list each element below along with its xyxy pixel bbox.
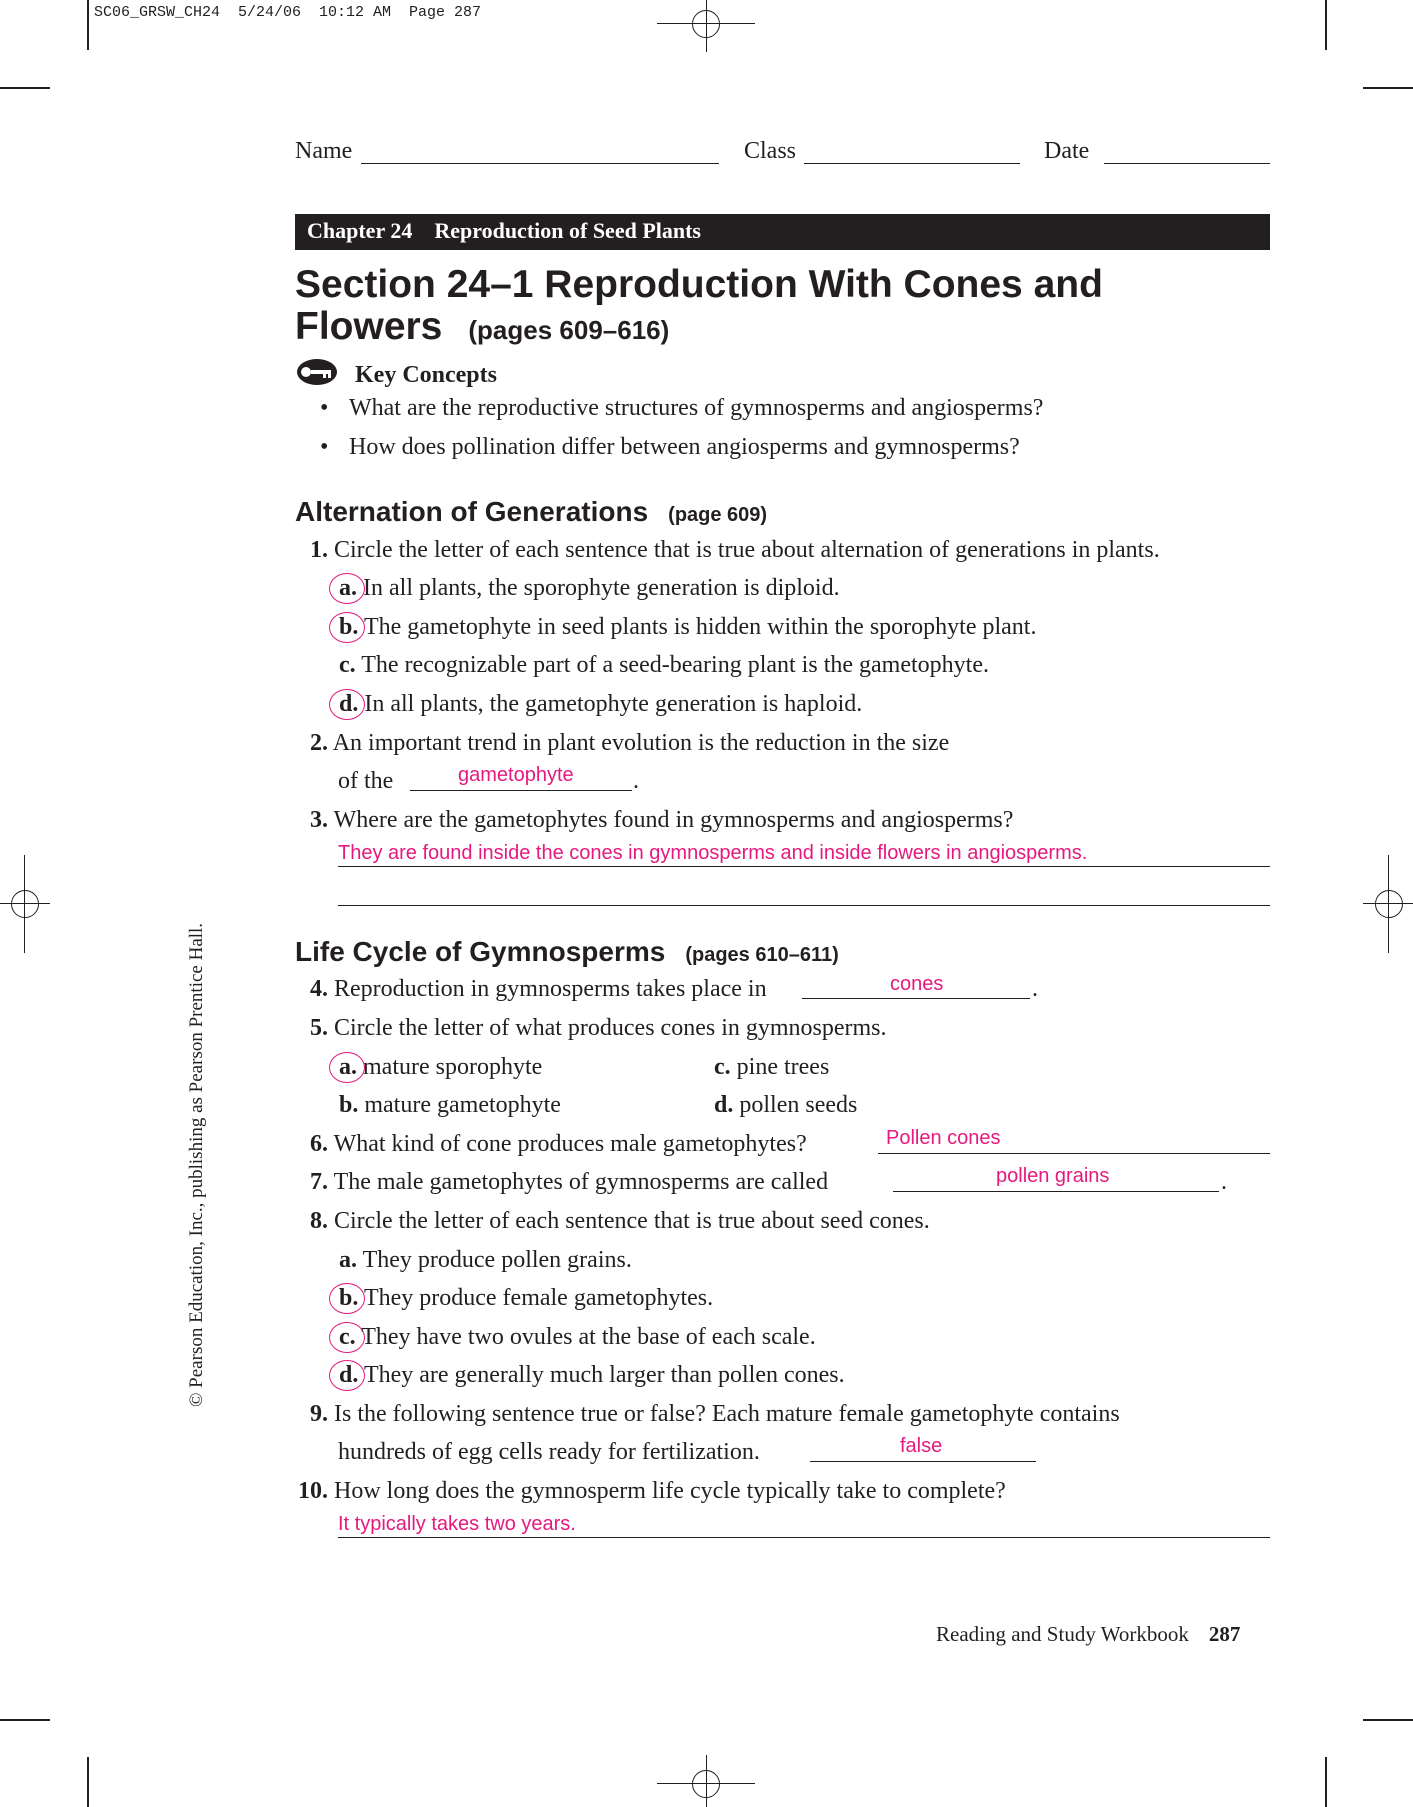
answer-line-2[interactable]	[410, 790, 632, 791]
key-concept-item: •	[320, 434, 329, 460]
option-1b: b. The gametophyte in seed plants is hidden within the sporophyte plant.	[339, 614, 1037, 640]
question-2-line2: of the	[338, 768, 394, 794]
question-9-line2: hundreds of egg cells ready for fertilization.	[338, 1439, 760, 1465]
answer-9: false	[900, 1435, 943, 1457]
option-5c: c. pine trees	[714, 1054, 830, 1080]
workbook-title: Reading and Study Workbook	[936, 1622, 1189, 1646]
life-cycle-heading-text: Life Cycle of Gymnosperms	[295, 936, 666, 967]
answer-line-4[interactable]	[802, 998, 1030, 999]
question-9: 9. Is the following sentence true or false? Each mature female gametophyte contains	[310, 1401, 1120, 1427]
copyright: © Pearson Education, Inc., publishing as Pearson Prentice Hall.	[186, 922, 207, 1407]
option-5a: a. mature sporophyte	[339, 1054, 543, 1080]
date-label: Date	[1044, 138, 1090, 164]
answer-line-7[interactable]	[893, 1191, 1219, 1192]
key-concept-item: •	[320, 395, 329, 421]
key-concept-item-2: How does pollination differ between angiosperms and gymnosperms?	[349, 434, 1020, 460]
answer-line-6[interactable]	[878, 1153, 1270, 1154]
answer-7: pollen grains	[996, 1165, 1110, 1187]
alternation-heading	[295, 496, 767, 528]
section-title-line1: Section 24–1 Reproduction With Cones and	[295, 263, 1103, 306]
name-label: Name	[295, 138, 353, 164]
option-5d: d. pollen seeds	[714, 1092, 858, 1118]
question-8: 8. Circle the letter of each sentence that is true about seed cones.	[310, 1208, 930, 1234]
question-5: 5. Circle the letter of what produces cones in gymnosperms.	[310, 1015, 887, 1041]
option-8c: c. They have two ovules at the base of each scale.	[339, 1324, 816, 1350]
answer-line-3a[interactable]	[338, 866, 1270, 867]
section-title	[295, 264, 1103, 351]
question-1: 1. Circle the letter of each sentence that is true about alternation of generations in plants.	[310, 537, 1160, 563]
class-field[interactable]	[804, 163, 1020, 164]
chapter-title: Reproduction of Seed Plants	[434, 218, 701, 243]
page-number: 287	[1208, 1622, 1241, 1646]
printer-slug: SC06_GRSW_CH24 5/24/06 10:12 AM Page 287	[94, 4, 482, 21]
answer-10: It typically takes two years.	[338, 1513, 576, 1535]
question-10: 10. How long does the gymnosperm life cycle typically take to complete?	[298, 1478, 1006, 1504]
question-4: 4. Reproduction in gymnosperms takes place in	[310, 976, 767, 1002]
chapter-bar	[295, 214, 1270, 250]
key-concepts-heading: Key Concepts	[355, 362, 497, 388]
life-cycle-pages: (pages 610–611)	[685, 944, 839, 966]
option-8d: d. They are generally much larger than pollen cones.	[339, 1362, 845, 1388]
key-icon	[295, 357, 339, 387]
option-1d: d. In all plants, the gametophyte generation is haploid.	[339, 691, 863, 717]
life-cycle-heading	[295, 936, 839, 968]
answer-4: cones	[890, 973, 944, 995]
question-7: 7. The male gametophytes of gymnosperms are called	[310, 1169, 829, 1195]
question-2: 2. An important trend in plant evolution is the reduction in the size	[310, 730, 950, 756]
class-label: Class	[744, 138, 797, 164]
option-1a: a. In all plants, the sporophyte generation is diploid.	[339, 575, 840, 601]
footer	[936, 1622, 1240, 1647]
question-2-end: .	[633, 768, 639, 794]
question-3: 3. Where are the gametophytes found in gymnosperms and angiosperms?	[310, 807, 1014, 833]
answer-2: gametophyte	[458, 764, 574, 786]
chapter-number: Chapter 24	[307, 218, 413, 243]
question-4-end: .	[1032, 976, 1038, 1002]
answer-3: They are found inside the cones in gymnosperms and inside flowers in angiosperms.	[338, 842, 1088, 864]
alternation-pages: (page 609)	[668, 504, 768, 526]
key-concept-item-1: What are the reproductive structures of gymnosperms and angiosperms?	[349, 395, 1044, 421]
option-8b: b. They produce female gametophytes.	[339, 1285, 714, 1311]
option-8a: a. They produce pollen grains.	[339, 1247, 632, 1273]
alternation-heading-text: Alternation of Generations	[295, 496, 649, 527]
answer-line-10[interactable]	[338, 1537, 1270, 1538]
question-6: 6. What kind of cone produces male gametophytes?	[310, 1131, 807, 1157]
section-title-line2: Flowers	[295, 305, 443, 348]
date-field[interactable]	[1104, 163, 1270, 164]
section-pages: (pages 609–616)	[468, 315, 670, 345]
option-1c: c. The recognizable part of a seed-bearing plant is the gametophyte.	[339, 652, 989, 678]
option-5b: b. mature gametophyte	[339, 1092, 561, 1118]
answer-6: Pollen cones	[886, 1127, 1001, 1149]
answer-line-3b[interactable]	[338, 905, 1270, 906]
name-field[interactable]	[361, 163, 719, 164]
answer-line-9[interactable]	[810, 1461, 1036, 1462]
question-7-end: .	[1221, 1169, 1227, 1195]
